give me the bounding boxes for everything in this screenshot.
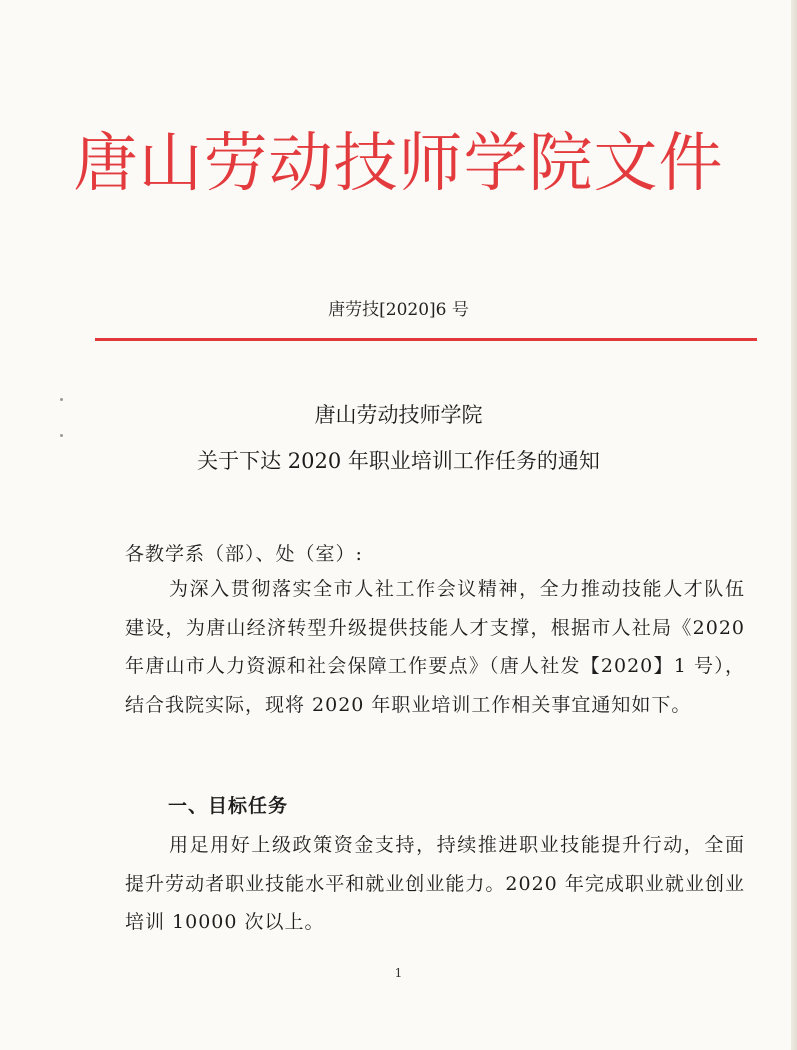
section-heading-targets: 一、目标任务 — [168, 795, 289, 817]
document-number: 唐劳技[2020]6 号 — [328, 300, 469, 320]
subject-line-1: 唐山劳动技师学院 — [314, 403, 483, 427]
subject-line-2: 关于下达 2020 年职业培训工作任务的通知 — [197, 449, 600, 473]
binding-mark — [60, 398, 63, 401]
page-number: 1 — [394, 966, 403, 980]
document-header-title: 唐山劳动技师学院文件 — [73, 127, 724, 201]
red-divider-line — [95, 338, 757, 341]
paragraph-intro: 为深入贯彻落实全市人社工作会议精神，全力推动技能人才队伍建设，为唐山经济转型升级提供技能人才支撑，根据市人社局《2020 年唐山市人力资源和社会保障工作要点》（唐人社发【2020】1 号），结合我院实际，现将 2020 年职业培训工作相关事宜通知如下。 — [125, 578, 745, 716]
salutation: 各教学系（部）、处（室）: — [125, 543, 363, 565]
binding-mark — [60, 434, 63, 437]
paragraph-targets: 用足用好上级政策资金支持，持续推进职业技能提升行动，全面提升劳动者职业技能水平和就业创业能力。2020 年完成职业就业创业培训 10000 次以上。 — [125, 834, 745, 933]
